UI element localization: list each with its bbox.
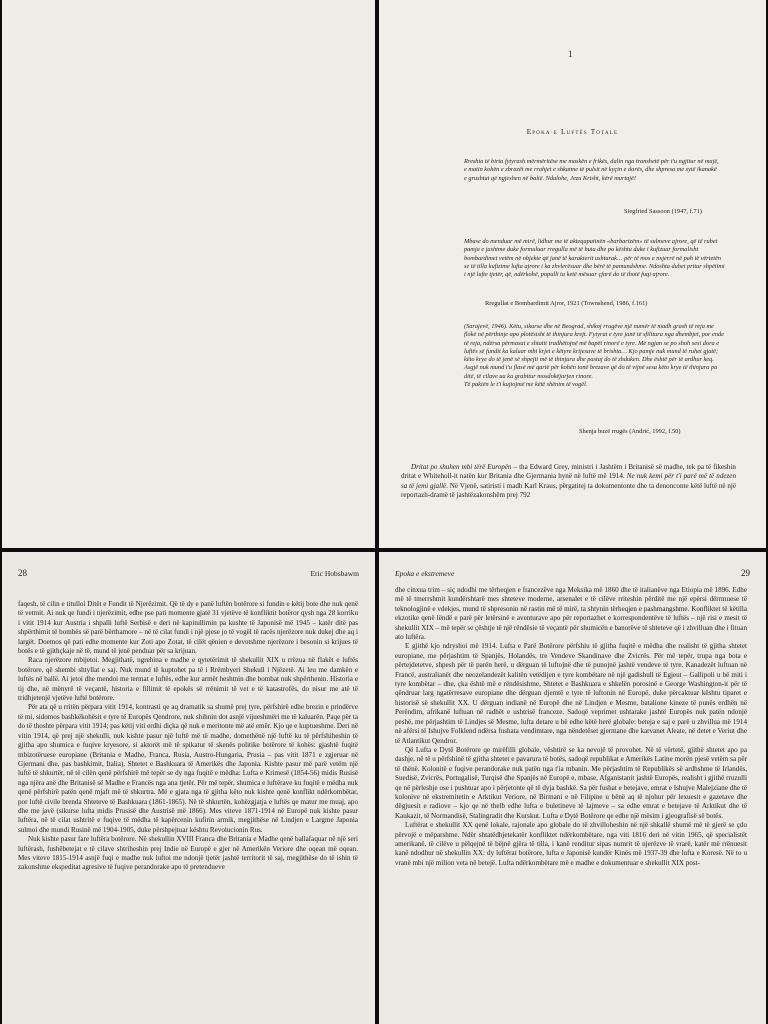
running-head: Eric Hobsbawm	[310, 569, 359, 578]
body-paragraph: Raca njerëzore mbijetoi. Megjithatë, ngrehina e madhe e qytetërimit të shekullit XIX u rrëzua në flakët e luftës botërore, që shembi shtyllat e saj. Nuk mund të kuptohet pa të i Rrëmbyeri Shekull i Njëzetë. Ai leu me damkën e luftës në ballë. Ai jetoi dhe mendoi me termat e luftës, edhe kur armët heshtnin dhe bombat nuk shpërthenin. Historia e tij dhe, në mënyrë të veçantë, historia e fillimit të epokës së rrënimit të vet e të katastrofës, do nisur me atë të tridhjetenjë vjetëve luftë botërore.	[18, 656, 358, 703]
body-text-block	[395, 586, 747, 1022]
epigraph-source: Shenja buzë rrugës (Andrić, 1992, f.50)	[579, 428, 681, 435]
body-paragraph: Për ata që u rritën përpara vitit 1914, kontrasti qe aq dramatik sa shumë prej tyre, përfshirë edhe brezin e prindërve të mi, sidomos bashkëkohësit e tyre të Europës Qendrore, nuk shihnin dot asnjë vijueshmëri me të kaluarën. Paqe për ta do të thoshte përpara vitit 1914; pas këtij viti erdhi diçka që nuk e meritonte më atë emër. Kjo qe e kuptueshme. Deri në vitin 1914, që prej një shekulli, nuk kishte pasur një luftë më të madhe, domethënë një luftë ku të përfshiheshin të gjitha apo shumica e fuqive kryesore, si aktorët më të spikatur të skenës politike botërore të kohës: gjashtë fuqitë mbizotëruese europiane (Britania e Madhe, Franca, Rusia, Austro-Hungaria, Prusia – pas vitit 1871 e zgjeruar në Gjermani dhe, pas bashkimit, Italia), Shtetet e Bashkuara të Amerikës dhe Japonia. Kishte pasur më parë vetëm një luftë të shkurtër, në të cilën qenë përfshirë më tepër se dy nga fuqitë e mëdha: Lufta e Krimesë (1854-56) midis Rusisë nga njëra anë dhe Britanisë së Madhe e Francës nga ana tjetër. Për më tepër, shumica e luftërave ku fuqitë e mëdha nuk qenë përfshirë patën qenë mjaft më të shkurtra. Më e gjata nga të gjitha këto nuk kishte qenë konflikt ndërkombëtar, por luftë civile brenda Shteteve të Bashkuara (1861-1865). Në të shkurtën, kohëzgjatja e luftës qe matur me muaj, apo dhe me javë (sikurse lufta midis Prusisë dhe Austrisë më 1866). Mes viteve 1871-1914 në Europë nuk kishte pasur luftëra, në të cilat ushtritë e fuqive të mëdha të kapërcenin kufirin armik, megjithëse në Lindjen e Largme Japonia sulmoi dhe mundi Rusinë më 1904-1905, duke përshpejtuar kështu Revolucionin Rus.	[18, 703, 358, 834]
epigraph-quote: Mbase do menduar më mirë, lidhur me të akteqapatinën «barbarizëm» të sulmeve ajrore, që të rubet pamja e jashtme duke formuluar rregulla më të buta dhe po kështu duke i kufizuar formalisht bombardimet vetëm në objekte që janë të karakterit ushtarak… për të mos e nxjerrë në pah të vërtetën se të tilla kufizime lufta ajrore i ka zhvlerësuar dhe bërë të pamundshme. Ndoshta duhet pritur shpëtimi i një lufte tjetër, që, ndërkohë, populli ta ketë mësuar çfarë do të thotë fuqi ajrore.	[464, 238, 725, 279]
body-paragraph	[401, 463, 736, 501]
page-28	[2, 552, 375, 1024]
body-paragraph: dhe cinxua trim – siç ndodhi me tërheqjen e francezëve nga Meksika më 1860 dhe të italianëve nga Etiopia më 1896. Edhe më të tmerrshmit kundërshtarë mes shteteve moderne, arsenalet e të cilëve rriteshin përditë me një epërsi dërrmuese të teknologjinë e vdekjes, mund të shpresonin në rastin më të mirë, ta shtynin tërheqjen e pashmangshme. Konfliktet të këtilla ekzotike qenë lëndë e parë për letërsinë e aventurave apo për reportazhet e korrespondentëve të luftës – një risi e mesit të shekullit XIX – më tepër se çështje të një rëndësie të veçantë për shumicën e banorëve të shteteve që i zhvilluan dhe i fituan ato luftëra.	[395, 586, 747, 642]
epigraph-quote: (Sarajevë, 1946). Këtu, sikurse dhe në Beograd, shikoj rrugëve një numër të madh grash të reja me flokë në përthinje apo plotësisht të thinjura krejt. Fytyrat e tyre janë të sfilitura nga dhembjet, por ende të reja, ndërsa përmasat e shtatit tradhëtojnë më bapët rinorë e tyre. Më ngjan se po shoh sesi dora e luftës së fundit ka kaluar mbi krjet e këtyre krijesave të brishta… Kjo pamje nuk mund të ruhet gjatë; këto krye do të jenë së shpejti më të thinjura dhe pastaj do të zhduken. Dhe është për të ardhur keq. Asgjë nuk mund t'u flasë më qartë për kohën tonë brezave që do të vijnë sesa këto kryе të thinjura pa ditë, të cilave ua ka grabitur mosdokëjarjen rinore. Të paktën le t'i kujtojmë me këtë shënim të vogël.	[464, 323, 724, 389]
epigraph-source: Rregullat e Bombardimit Ajror, 1921 (Townshend, 1986, f.161)	[485, 300, 648, 307]
italic-quote: Dritat po shuhen mbi tërë Europën	[411, 463, 512, 471]
body-text: Në Vjenë, satiristi i madh Karl Kraus, përgatitej ta dokumentonte dhe ta denonconte këtë luftë në një reportazh-dramë të jashtëzakonshëm prej 792	[401, 481, 736, 500]
running-head: Epoka e ekstremeve	[395, 569, 455, 578]
body-paragraph: Nuk kishte pasur fare luftëra botërore. Në shekullin XVIII Franca dhe Britania e Madhe qenë ballafaquar në një seri luftërash, fushëbetejat e të cilave shtriheshin prej Indie në Europë e gjer në Amerikën Veriore dhe oqean më oqean. Mes viteve 1815-1914 asnjë fuqi e madhe nuk luftoi me ndonjë tjetër jashtë territorit të saj, megjithëse do të ishin të zakonshme ekspeditat agresive të fuqive perandorake apo të pretendueve	[18, 835, 358, 872]
page-29	[379, 552, 766, 1024]
body-paragraph: Që Lufta e Dytë Botërore qe mirëfilli globale, vështirë se ka nevojë të provohet. Në të vërtetë, gjithë shtetet apo pa dashje, në të u përfshinë të gjitha shtetet e pavarura të botës, sadoqë republikat e Amerikës Latine morën pjesë vetëm sa për të thënë. Kolonitë e fuqive perandorake nuk patën nga t'ia mbanin. Me përjashtim të Republikës së ardhshme të Irlandës, Suedisë, Zvicrës, Portugalisë, Turqisë dhe Spanjës në Europë e, mbase, Afganistanit jashtë Europës, realisht i gjithë rruzulli qe në përleshje ose i pushtuar apo i përjetonte që të dyja bashkë. Sa për fushat e betejave, emrat e Ishujve Malejziane dhe të kolonive në ekstremitetin e Arktikut Veriore, në Birmani e në Filipine u bënë aq të njohur për lexuesit e gazetave dhe dëgjuesit e radiove – kjo qe në thelb edhe lufta e buletineve të lajmeve – sa edhe emrat e betejave të Arktikut dhe të Kaukazit, të Normandisë, Stalingradit dhe Kurskut. Lufta e Dytë Botërore qe edhe një mësim i gjeografisë së botës.	[395, 745, 747, 820]
body-paragraph: E gjithë kjo ndryshoi më 1914. Lufta e Parë Botërore përfshiu të gjitha fuqitë e mëdha dhe realisht të gjitha shtetet europiane, me përjashtim të Spanjës, Holandës, tre Vendeve Skandinave dhe Zvicrës. Për më tepër, trupa nga bota e përtejdetetve, shpesh për të parën herë, u dërguan të luftojnë dhe të punojnë jashtë vendeve të tyre. Kanadezët luftuan në Francë, australianët dhe neozelandezët kalitën vetëdijen e tyre kombëtare në një gadishull të Egjeut – Gallipoli u bë miti i tyre kombëtar – dhe, çka është më e rëndësishme, Shtetet e Bashkuara e shkelën porosinë e George Washington-it për të qëndruar larg ngatërresave europiane dhe dërguan djemtë e tyre të luftonin në Europë, duke përcaktuar kështu tiparet e historisë së shekullit XX. U dërguan indianë në Europë dhe në Lindjen e Mesme, batalione kineze të punës erdhën në Perëndim, afrikanë luftuan në radhët e ushtrisë franceze. Sadoqë veprimet ushtarake jashtë Europës nuk patën ndonjë peshë, me përjashtim të Lindjes së Mesme, lufta detare u bë edhe këtë herë globale: beteja e saj e parë u zhvillua më 1914 në afërsi të Ishujve Folklend ndërsa fushata vendimtare, nga nëndetëset gjermane dhe karvanet Aleate, në detet e Veriut dhe të Atlantikut Qendror.	[395, 642, 747, 745]
epigraph-poem: Rreshta të birta fytyrash mërmëritëse me maskën e frikës, dalin nga transhetë për t'u ngjitur në majë, e matin kohën e zbrazët me rrahjet e shkatme të pulsit në kyçin e dorës, dhe shpresa me sytë ikanakë e grushtat që ngjeshen në baltë. Ndalohe, Jezu Krisht, kërë murtajë!	[464, 158, 719, 182]
body-paragraph: Luftërat e shekullit XX qenë lokale, rajonale apo globale do të zhvilloheshin në një shkallë shumë më të gjerë se çdo përvojë e mëparshme. Ndër shtatëdhjetekatër konfliktet ndërkombëtare, nga viti 1816 deri në vitin 1965, që specialistët amerikanë, të cilëve u pëlqejnë të bëjnë gjëra të tilla, i kanë renditur sipas numrit të njerëzve të vrarë, katër më rrënuesit kanë ndodhur në shekullin XX: dy luftërat botërore, lufta e Japonisë kundër Kinës më 1937-39 dhe lufta e Koresë. Në to u vranë mbi një milion veta në betejë. Lufta ndërkombëtare më e madhe e dokumentuar e shekullit XIX post-	[395, 821, 747, 867]
page-number: 28	[18, 568, 27, 578]
left-top-page-blank	[2, 0, 375, 548]
body-paragraph: faqesh, të cilin e titulloi Ditët e Fundit të Njerëzimit. Që të dy e panë luftën botërore si fundin e këtij bote dhe nuk qenë të vetmit. Ai nuk qe fundi i njerëzimit, edhe pse pati momente gjatë 31 vjetëve të konfliktit botëror qysh nga 28 korriku i vitit 1914 kur Austria i shpalli luftë Serbisë e deri në kapitullimin pa kushte të Japonisë më 1945 – katër ditë pas shpërthimit të bombës së parë bërthamore – në të cilat fundi i një pjese jo të vogël të racës njerëzore nuk dukej dhe aq i largët. Doemos që pati edhe momente kur Zoti apo Zotat, të cilët qënien e devotshme njerëzore i besonin si krijues të botës e të gjithçkaje në të, mund të jenë penduar për sa krijuan.	[18, 600, 358, 656]
body-text-block	[18, 600, 358, 1020]
page-number: 1	[568, 49, 573, 59]
chapter-title: Epoka e Luftës Totale	[526, 128, 619, 136]
page-number: 29	[741, 568, 750, 578]
body-text: – tha Edward Grey, ministri i Jashtëm i Britanisë së madhe, tek pa të fikeshin dritat e Whiteholl-it natën kur Britania dhe Gjermania hynë në luftë më 1914.	[401, 463, 736, 481]
italic-quote: Ne nuk kemi për t'i parë më të ndezen sa të jemi gjallë.	[401, 472, 736, 490]
epigraph-source: Siegfried Sassoon (1947, f.71)	[624, 208, 702, 215]
chapter-opening-page	[379, 0, 766, 548]
